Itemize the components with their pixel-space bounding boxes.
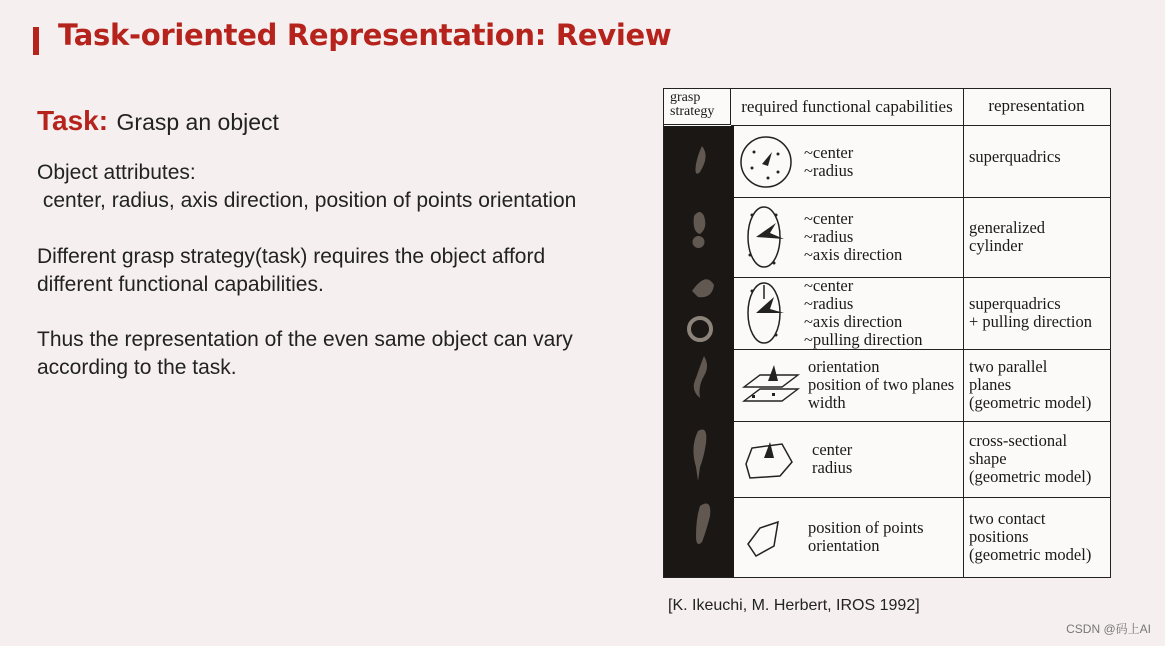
grasp-thumb-5 — [693, 430, 706, 482]
paragraph-3-line-1: Thus the representation of the even same object can vary — [37, 328, 573, 351]
cylinder-sketch-icon — [738, 201, 798, 273]
representation-cell: superquadrics + pulling direction — [969, 294, 1092, 331]
table-row — [734, 126, 1110, 198]
capability-text: ~axis direction — [804, 312, 903, 331]
capability-text: ~radius — [804, 227, 854, 246]
table-row — [734, 421, 1110, 498]
capability-text: center — [812, 440, 853, 459]
header-capabilities: required functional capabilities — [731, 89, 964, 126]
header-representation: representation — [963, 89, 1110, 126]
watermark: CSDN @码上AI — [1066, 622, 1151, 636]
title-accent-bar — [33, 27, 39, 55]
capability-text: ~center — [804, 142, 854, 162]
capabilities-cell — [734, 497, 964, 577]
header-grasp-strategy: grasp strategy — [664, 89, 731, 125]
contact-points-sketch-icon — [738, 512, 798, 562]
citation: [K. Ikeuchi, M. Herbert, IROS 1992] — [668, 597, 920, 614]
representation-cell: generalized cylinder — [969, 218, 1046, 255]
grasp-thumb-3 — [692, 279, 714, 297]
slide-title: Task-oriented Representation: Review — [58, 18, 672, 52]
paragraph-2-line-1: Different grasp strategy(task) requires the object afford — [37, 245, 546, 268]
attributes-list: center, radius, axis direction, position of points orientation — [37, 189, 577, 212]
representation-cell: two contact positions (geometric model) — [969, 509, 1092, 564]
parallel-planes-sketch-icon — [738, 355, 802, 415]
paragraph-3-line-2: according to the task. — [37, 356, 237, 379]
representation-cell: two parallel planes (geometric model) — [969, 357, 1092, 412]
capability-text: position of points — [808, 518, 924, 537]
capability-text: width — [808, 393, 846, 412]
capability-text: position of two planes — [808, 375, 955, 394]
grasp-strategy-table — [663, 88, 1111, 578]
capability-text: orientation — [808, 536, 880, 555]
table-row — [734, 497, 1110, 577]
grasp-image-column — [664, 126, 734, 577]
representation-cell: superquadrics — [969, 147, 1061, 166]
table-row — [734, 277, 1110, 350]
capability-text: ~axis direction — [804, 245, 903, 264]
grasp-thumb-4 — [694, 356, 707, 398]
capabilities-cell — [734, 197, 964, 277]
cross-section-sketch-icon — [738, 434, 798, 484]
attributes-heading: Object attributes: — [37, 161, 196, 184]
capabilities-cell — [734, 126, 964, 197]
capability-text: orientation — [808, 357, 880, 376]
capabilities-cell — [734, 421, 964, 497]
task-value: Grasp an object — [116, 109, 279, 135]
sphere-sketch-icon — [738, 132, 794, 192]
table-row — [734, 349, 1110, 422]
capability-text: radius — [812, 458, 853, 477]
table-row — [734, 197, 1110, 278]
representation-cell: cross-sectional shape (geometric model) — [969, 431, 1092, 486]
capabilities-cell — [734, 349, 964, 421]
capability-text: ~radius — [804, 160, 854, 180]
grasp-thumb-6 — [696, 504, 710, 544]
capability-text: ~pulling direction — [804, 330, 923, 349]
capabilities-cell — [734, 277, 964, 349]
capability-text: ~center — [804, 276, 854, 295]
task-label: Task: — [37, 105, 109, 136]
task-line — [37, 105, 279, 137]
capability-text: ~radius — [804, 294, 854, 313]
grasp-thumb-1 — [696, 146, 706, 174]
paragraph-2-line-2: different functional capabilities. — [37, 273, 324, 296]
pulling-sketch-icon — [738, 279, 798, 347]
grasp-thumb-2 — [693, 212, 706, 248]
grasp-thumbnails — [664, 126, 734, 577]
capability-text: ~center — [804, 209, 854, 228]
grasp-thumb-3-ring — [689, 318, 711, 340]
